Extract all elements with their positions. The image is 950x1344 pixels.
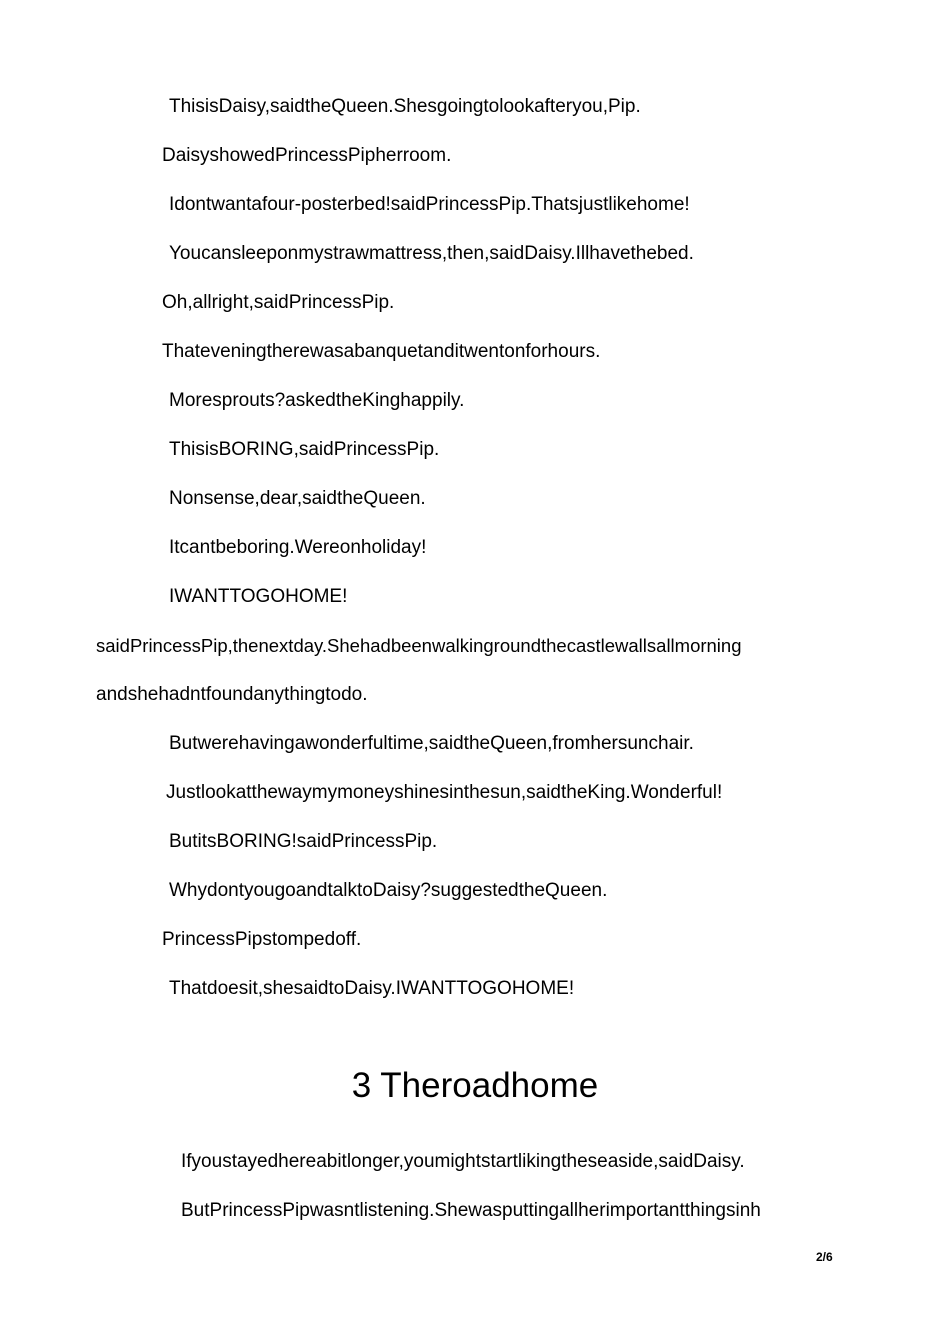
text-line: Thatdoesit,shesaidtoDaisy.IWANTTOGOHOME! [169,978,575,999]
text-line: DaisyshowedPrincessPipherroom. [162,145,452,166]
text-line: Justlookatthewaymymoneyshinesinthesun,saidtheKing.Wonderful! [166,782,723,803]
page-number: 2/6 [816,1250,833,1264]
text-line: Nonsense,dear,saidtheQueen. [169,488,426,509]
text-line: Thateveningtherewasabanquetanditwentonforhours. [162,341,601,362]
text-line: Youcansleeponmystrawmattress,then,saidDaisy.Illhavethebed. [169,243,694,264]
text-line: PrincessPipstompedoff. [162,929,362,950]
text-line: saidPrincessPip,thenextday.Shehadbeenwalkingroundthecastlewallsallmorning [96,635,742,656]
text-line: Butwerehavingawonderfultime,saidtheQueen,fromhersunchair. [169,733,694,754]
text-line: Oh,allright,saidPrincessPip. [162,292,395,313]
text-line: ThisisDaisy,saidtheQueen.Shesgoingtolookafteryou,Pip. [169,96,641,117]
text-line: Moresprouts?askedtheKinghappily. [169,390,465,411]
text-line: WhydontyougoandtalktoDaisy?suggestedtheQueen. [169,880,608,901]
text-line: IWANTTOGOHOME! [169,586,348,607]
text-line: Idontwantafour-posterbed!saidPrincessPip.Thatsjustlikehome! [169,194,690,215]
section-heading: 3 Theroadhome [351,1066,599,1105]
text-line: ButitsBORING!saidPrincessPip. [169,831,438,852]
text-line: andshehadntfoundanythingtodo. [96,684,368,705]
text-line: Itcantbeboring.Wereonholiday! [169,537,427,558]
text-line: ThisisBORING,saidPrincessPip. [169,439,440,460]
text-line: Ifyoustayedhereabitlonger,youmightstartlikingtheseaside,saidDaisy. [181,1151,745,1172]
text-line: ButPrincessPipwasntlistening.Shewasputtingallherimportantthingsinh [181,1200,761,1221]
